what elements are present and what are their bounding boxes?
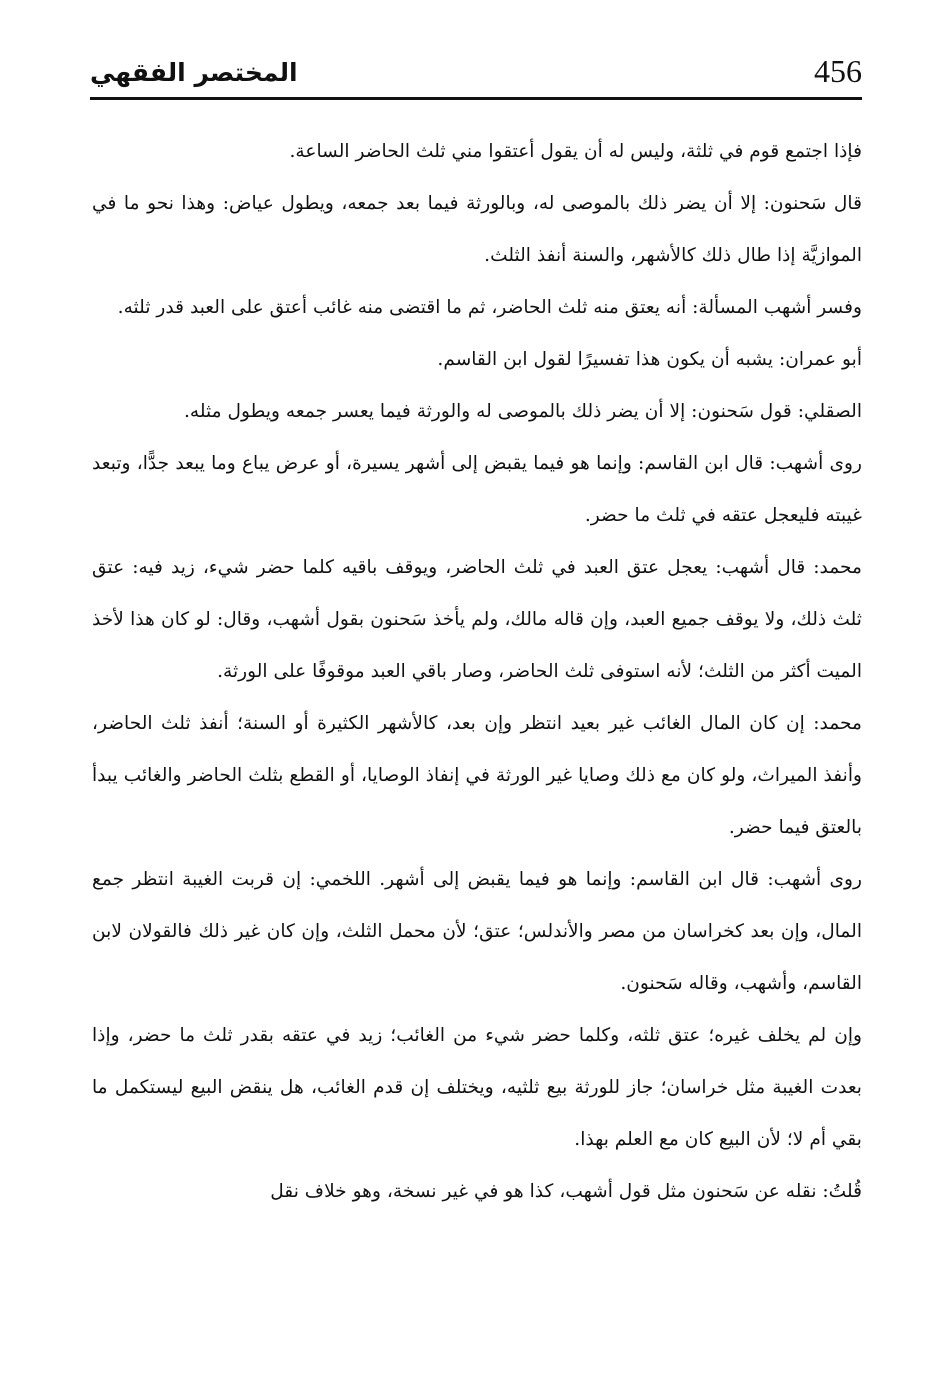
paragraph-8: محمد: إن كان المال الغائب غير بعيد انتظر وإن بعد، كالأشهر الكثيرة أو السنة؛ أنفذ ثلث الحاضر، وأنفذ الميراث، ولو كان مع ذلك وصايا غير الورثة في إنفاذ الوصايا، أو القطع بثلث الحاضر والغائب يبدأ بالعتق فيما حضر. (92, 713, 862, 838)
paragraph-10: وإن لم يخلف غيره؛ عتق ثلثه، وكلما حضر شيء من الغائب؛ زيد في عتقه بقدر ثلث ما حضر، وإذا بعدت الغيبة مثل خراسان؛ جاز للورثة بيع ثلثيه، ويختلف إن قدم الغائب، هل ينقض البيع ليستكمل ما بقي أم لا؛ لأن البيع كان مع العلم بهذا. (92, 1025, 862, 1150)
paragraph-2: قال سَحنون: إلا أن يضر ذلك بالموصى له، وبالورثة فيما بعد جمعه، ويطول عياض: وهذا نحو ما في الموازيَّة إذا طال ذلك كالأشهر، والسنة أنفذ الثلث. (92, 193, 862, 266)
header-divider (90, 97, 862, 100)
page-body (92, 126, 862, 1218)
page-number: 456 (814, 53, 862, 89)
running-header (90, 52, 862, 96)
paragraph-7: محمد: قال أشهب: يعجل عتق العبد في ثلث الحاضر، ويوقف باقيه كلما حضر شيء، زيد فيه: عتق ثلث ذلك، ولا يوقف جميع العبد، وإن قاله مالك، ولم يأخذ سَحنون بقول أشهب، وقال: لو كان هذا لأخذ الميت أكثر من الثلث؛ لأنه استوفى ثلث الحاضر، وصار باقي العبد موقوفًا على الورثة. (92, 557, 862, 682)
paragraph-3: وفسر أشهب المسألة: أنه يعتق منه ثلث الحاضر، ثم ما اقتضى منه غائب أعتق على العبد قدر ثلثه. (117, 297, 862, 318)
paragraph-6: روى أشهب: قال ابن القاسم: وإنما هو فيما يقبض إلى أشهر يسيرة، أو عرض يباع وما يبعد جدًّا، وتبعد غيبته فليعجل عتقه في ثلث ما حضر. (92, 453, 862, 526)
paragraph-4: أبو عمران: يشبه أن يكون هذا تفسيرًا لقول ابن القاسم. (437, 349, 862, 370)
book-title: المختصر الفقهي (90, 58, 298, 87)
paragraph-9: روى أشهب: قال ابن القاسم: وإنما هو فيما يقبض إلى أشهر. اللخمي: إن قربت الغيبة انتظر جمع المال، وإن بعد كخراسان من مصر والأندلس؛ عتق؛ لأن محمل الثلث، وإن كان غير ذلك فالقولان لابن القاسم، وأشهب، وقاله سَحنون. (92, 869, 862, 994)
paragraph-5: الصقلي: قول سَحنون: إلا أن يضر ذلك بالموصى له والورثة فيما يعسر جمعه ويطول مثله. (183, 401, 862, 422)
paragraph-1: فإذا اجتمع قوم في ثلثة، وليس له أن يقول أعتقوا مني ثلث الحاضر الساعة. (289, 141, 862, 162)
paragraph-11: قُلتُ: نقله عن سَحنون مثل قول أشهب، كذا هو في غير نسخة، وهو خلاف نقل (270, 1181, 862, 1202)
